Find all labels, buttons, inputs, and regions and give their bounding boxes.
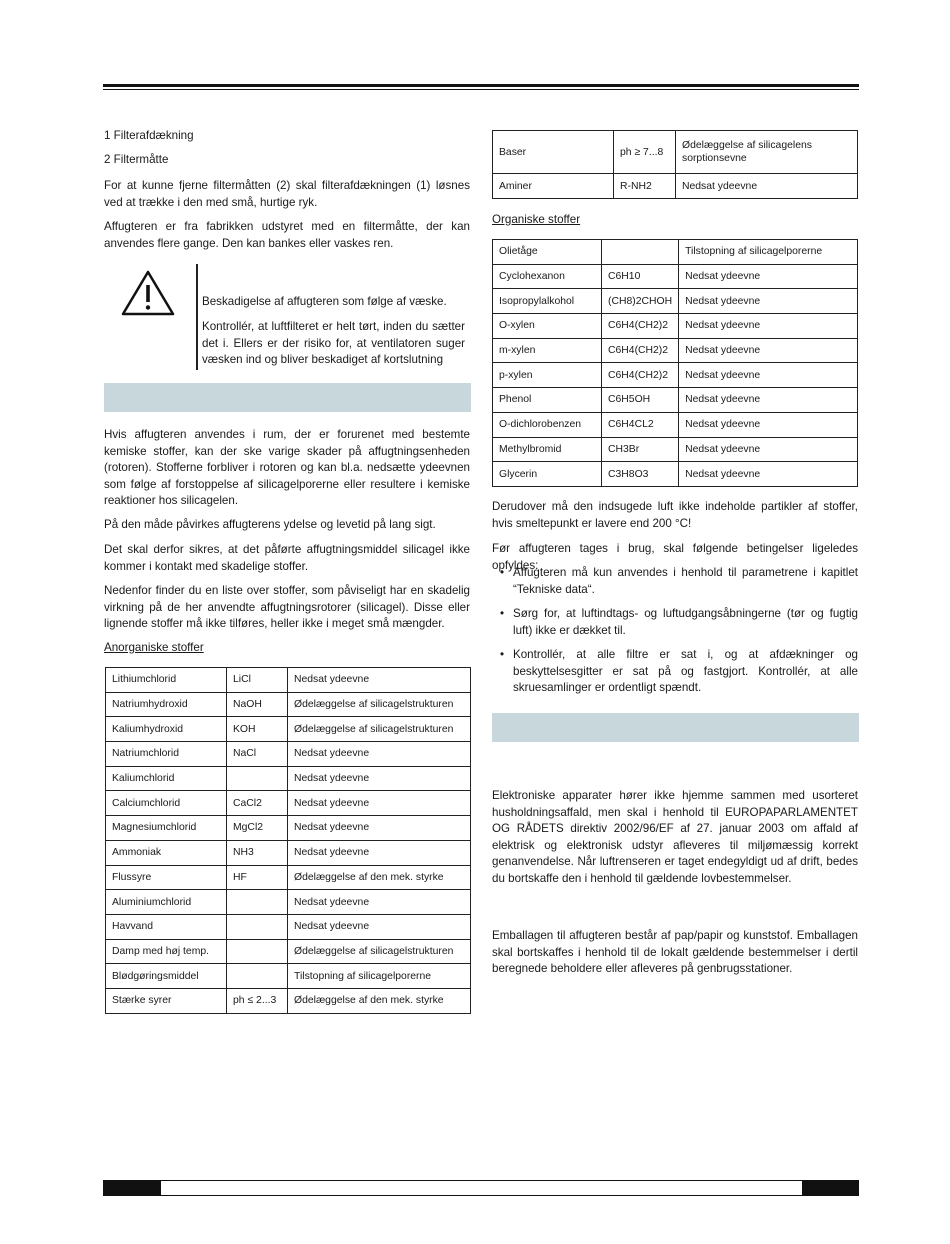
list-item: • Kontrollér, at alle filtre er sat i, og at afdækninger og beskyttelsesgitter er sat på og fastgjort. Kontrollér, at alle skruesamlinger er ordentligt spændt. — [492, 647, 858, 697]
table-cell-formula — [227, 890, 288, 915]
table-cell-formula: R-NH2 — [614, 174, 676, 199]
table-row — [493, 437, 858, 462]
table-cell-effect: Ødelæggelse af den mek. styrke — [288, 865, 471, 890]
table-cell-effect: Nedsat ydeevne — [288, 791, 471, 816]
table-cell-substance: Aminer — [493, 174, 614, 199]
table-cell-formula: LiCl — [227, 668, 288, 693]
table-cell-formula: ph ≥ 7...8 — [614, 131, 676, 174]
table-cell-formula: NaCl — [227, 742, 288, 767]
table-cell-effect: Ødelæggelse af silicagelstrukturen — [288, 717, 471, 742]
table-cell-effect: Tilstopning af silicagelporerne — [679, 240, 858, 265]
table-cell-effect: Ødelæggelse af silicagelens sorptionsevne — [676, 131, 858, 174]
table-row — [106, 964, 471, 989]
table-row — [106, 840, 471, 865]
table-cell-formula — [227, 914, 288, 939]
table-cell-effect: Nedsat ydeevne — [288, 914, 471, 939]
table-cell-effect: Nedsat ydeevne — [679, 289, 858, 314]
table-row — [106, 742, 471, 767]
table-cell-substance: Blødgøringsmiddel — [106, 964, 227, 989]
table-row — [106, 939, 471, 964]
table-row — [106, 791, 471, 816]
legend-item-1: 1 Filterafdækning — [104, 129, 194, 142]
table-cell-formula: ph ≤ 2...3 — [227, 988, 288, 1013]
table-cell-formula: C6H4(CH2)2 — [602, 314, 679, 339]
table-cell-formula: C6H4(CH2)2 — [602, 363, 679, 388]
warning-title: Beskadigelse af affugteren som følge af væske. — [202, 295, 447, 308]
table-cell-effect: Nedsat ydeevne — [679, 314, 858, 339]
table-cell-formula — [602, 240, 679, 265]
table-cell-effect: Nedsat ydeevne — [679, 363, 858, 388]
table-cell-formula: C6H4CL2 — [602, 412, 679, 437]
table-cell-effect: Nedsat ydeevne — [679, 412, 858, 437]
organic-heading: Organiske stoffer — [492, 213, 581, 226]
warning-triangle-icon — [120, 269, 176, 317]
paragraph-effect: På den måde påvirkes affugterens ydelse og levetid på lang sigt. — [104, 518, 436, 531]
table-cell-effect: Nedsat ydeevne — [288, 668, 471, 693]
table-cell-substance: m-xylen — [493, 338, 602, 363]
table-row — [106, 717, 471, 742]
table-cell-effect: Nedsat ydeevne — [679, 462, 858, 487]
table-row — [493, 338, 858, 363]
table-cell-formula: NaOH — [227, 692, 288, 717]
table-cell-substance: Havvand — [106, 914, 227, 939]
table-cell-effect: Nedsat ydeevne — [679, 338, 858, 363]
organic-table — [492, 239, 858, 487]
warning-text: Kontrollér, at luftfilteret er helt tørt, inden du sætter det i. Ellers er der risiko for, at ventilatoren suger væsken ind og bliver beskadiget af kortslutning — [202, 320, 465, 366]
table-cell-formula: C6H4(CH2)2 — [602, 338, 679, 363]
table-cell-effect: Nedsat ydeevne — [288, 816, 471, 841]
bases-table — [492, 130, 858, 199]
table-cell-substance: Aluminiumchlorid — [106, 890, 227, 915]
table-cell-substance: Flussyre — [106, 865, 227, 890]
list-item: • Affugteren må kun anvendes i henhold til parametrene i kapitlet “Tekniske data“. — [492, 565, 858, 598]
table-cell-substance: p-xylen — [493, 363, 602, 388]
paragraph-ensure: Det skal derfor sikres, at det påførte affugtningsmiddel silicagel ikke kommer i kontakt med skadelige stoffer. — [104, 543, 470, 573]
table-row — [493, 412, 858, 437]
table-cell-substance: Ammoniak — [106, 840, 227, 865]
paragraph-chemicals: Hvis affugteren anvendes i rum, der er forurenet med bestemte kemiske stoffer, kan der ske varige skader på affugtningsenheden (rotoren). Stofferne forbliver i rotoren og kan bl.a. nedsætte ydeevnen som følge af forstoppelse af silicagelporerne eller resultere i kemiske reaktioner hos silicagelen. — [104, 428, 470, 507]
table-cell-effect: Ødelæggelse af silicagelstrukturen — [288, 692, 471, 717]
table-cell-substance: Magnesiumchlorid — [106, 816, 227, 841]
footer-block-right — [802, 1180, 859, 1196]
table-row — [106, 692, 471, 717]
list-item: • Sørg for, at luftindtags- og luftudgangsåbningerne (tør og fugtig luft) ikke er dækket til. — [492, 606, 858, 639]
table-row — [493, 462, 858, 487]
footer-bar — [103, 1180, 859, 1196]
table-cell-substance: Natriumchlorid — [106, 742, 227, 767]
table-cell-effect: Nedsat ydeevne — [288, 742, 471, 767]
table-cell-substance: Olietåge — [493, 240, 602, 265]
table-cell-substance: O-xylen — [493, 314, 602, 339]
section-heading-band — [104, 383, 471, 412]
table-cell-formula — [227, 766, 288, 791]
table-cell-effect: Nedsat ydeevne — [288, 890, 471, 915]
table-row — [493, 174, 858, 199]
table-cell-formula: NH3 — [227, 840, 288, 865]
table-row — [493, 314, 858, 339]
table-row — [493, 264, 858, 289]
table-cell-substance: Calciumchlorid — [106, 791, 227, 816]
table-cell-formula: C6H10 — [602, 264, 679, 289]
table-cell-formula — [227, 964, 288, 989]
table-cell-substance: Damp med høj temp. — [106, 939, 227, 964]
table-cell-effect: Nedsat ydeevne — [288, 840, 471, 865]
table-row — [106, 988, 471, 1013]
inorganic-heading: Anorganiske stoffer — [104, 641, 204, 654]
table-row — [493, 388, 858, 413]
legend-item-2: 2 Filtermåtte — [104, 153, 169, 166]
table-cell-formula: CH3Br — [602, 437, 679, 462]
table-cell-effect: Tilstopning af silicagelporerne — [288, 964, 471, 989]
table-row — [493, 289, 858, 314]
table-row — [493, 240, 858, 265]
paragraph-list-intro: Nedenfor finder du en liste over stoffer, som påviseligt har en skadelig virkning på de her anvendte affugtningsrotorer (silicagel). Disse eller lignende stoffer må ikke tilføres, heller ikke i meget små mængder. — [104, 584, 470, 630]
table-cell-substance: Stærke syrer — [106, 988, 227, 1013]
table-cell-formula: HF — [227, 865, 288, 890]
table-cell-substance: Isopropylalkohol — [493, 289, 602, 314]
header-rule — [103, 84, 859, 87]
table-cell-substance: Lithiumchlorid — [106, 668, 227, 693]
table-row — [106, 865, 471, 890]
table-cell-substance: Cyclohexanon — [493, 264, 602, 289]
table-row — [106, 766, 471, 791]
paragraph-conditions: Før affugteren tages i brug, skal følgende betingelser ligeledes opfyldes: — [492, 542, 858, 572]
footer-block-left — [103, 1180, 161, 1196]
table-row — [106, 816, 471, 841]
table-cell-formula: KOH — [227, 717, 288, 742]
table-cell-formula: C3H8O3 — [602, 462, 679, 487]
table-cell-substance: Kaliumhydroxid — [106, 717, 227, 742]
table-cell-effect: Nedsat ydeevne — [679, 437, 858, 462]
table-cell-formula: CaCl2 — [227, 791, 288, 816]
table-cell-substance: Kaliumchlorid — [106, 766, 227, 791]
table-cell-effect: Nedsat ydeevne — [676, 174, 858, 199]
table-cell-effect: Ødelæggelse af den mek. styrke — [288, 988, 471, 1013]
table-cell-formula: MgCl2 — [227, 816, 288, 841]
warning-divider — [196, 264, 198, 370]
header-rule-thin — [103, 89, 859, 90]
section-heading-band — [492, 713, 859, 742]
table-cell-substance: Glycerin — [493, 462, 602, 487]
table-cell-effect: Nedsat ydeevne — [288, 766, 471, 791]
inorganic-table — [105, 667, 471, 1014]
table-cell-substance: Natriumhydroxid — [106, 692, 227, 717]
table-cell-formula: (CH8)2CHOH — [602, 289, 679, 314]
table-cell-effect: Nedsat ydeevne — [679, 264, 858, 289]
paragraph-remove-filter: For at kunne fjerne filtermåtten (2) skal filterafdækningen (1) løsnes ved at trække i den med små, hurtige ryk. — [104, 179, 470, 209]
paragraph-particles: Derudover må den indsugede luft ikke indeholde partikler af stoffer, hvis smeltepunkt er lavere end 200 °C! — [492, 500, 858, 530]
paragraph-packaging: Emballagen til affugteren består af pap/papir og kunststof. Emballagen skal bortskaffes i henhold til de lokalt gældende bestemmelser i dertil beregnede beholdere eller afleveres på genbrugsstationer. — [492, 929, 858, 975]
table-cell-substance: Phenol — [493, 388, 602, 413]
table-cell-effect: Nedsat ydeevne — [679, 388, 858, 413]
table-cell-substance: Baser — [493, 131, 614, 174]
table-cell-formula — [227, 939, 288, 964]
paragraph-disposal-electronics: Elektroniske apparater hører ikke hjemme sammen med usorteret husholdningsaffald, men skal i henhold til EUROPAPARLAMENTET OG RÅDETS direktiv 2002/96/EF af 27. januar 2003 om affald af elektrisk og elektronisk udstyr afleveres til miljømæssig korrekt genanvendelse. Når luftrenseren er taget endegyldigt ud af drift, bedes du bortskaffe den i henhold til gældende lovbestemmelser. — [492, 789, 858, 885]
table-row — [106, 668, 471, 693]
table-row — [106, 890, 471, 915]
table-cell-effect: Ødelæggelse af silicagelstrukturen — [288, 939, 471, 964]
table-row — [493, 363, 858, 388]
table-row — [106, 914, 471, 939]
paragraph-filter-mat: Affugteren er fra fabrikken udstyret med en filtermåtte, der kan anvendes flere gange. Den kan bankes eller vaskes ren. — [104, 220, 470, 250]
conditions-list — [492, 565, 858, 705]
table-row — [493, 131, 858, 174]
table-cell-formula: C6H5OH — [602, 388, 679, 413]
table-cell-substance: O-dichlorobenzen — [493, 412, 602, 437]
table-cell-substance: Methylbromid — [493, 437, 602, 462]
